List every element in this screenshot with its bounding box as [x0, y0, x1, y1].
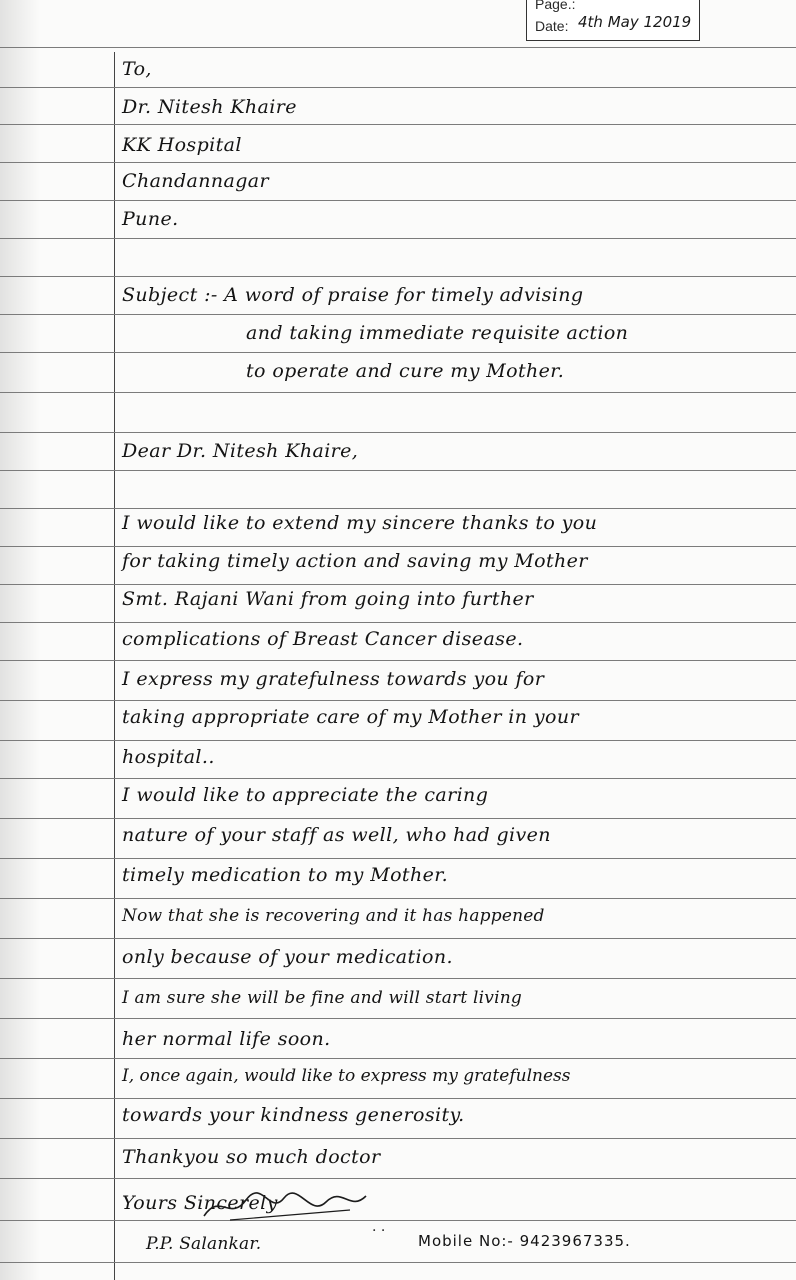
subject-line-2: and taking immediate requisite action	[246, 322, 629, 344]
margin-line	[114, 52, 115, 1280]
ruled-line	[0, 584, 796, 585]
signature-name: P.P. Salankar.	[146, 1234, 262, 1254]
body-line: taking appropriate care of my Mother in your	[122, 706, 579, 728]
ruled-line	[0, 740, 796, 741]
ruled-line	[0, 978, 796, 979]
mobile-number: Mobile No:- 9423967335.	[418, 1232, 631, 1250]
ruled-line	[0, 47, 796, 48]
ruled-line	[0, 622, 796, 623]
body-line: I am sure she will be fine and will start living	[122, 988, 522, 1008]
ruled-line	[0, 1262, 796, 1263]
body-line: her normal life soon.	[122, 1028, 331, 1050]
body-line: Thankyou so much doctor	[122, 1146, 381, 1168]
ruled-line	[0, 1098, 796, 1099]
date-value: 4th May 12019	[578, 13, 692, 31]
ruled-line	[0, 276, 796, 277]
ruled-line	[0, 1220, 796, 1221]
body-line: I, once again, would like to express my gratefulness	[122, 1066, 571, 1086]
body-line: Now that she is recovering and it has happened	[122, 906, 545, 926]
ruled-line	[0, 660, 796, 661]
ruled-line	[0, 938, 796, 939]
ruled-line	[0, 700, 796, 701]
ruled-line	[0, 1138, 796, 1139]
ruled-line	[0, 508, 796, 509]
body-line: I would like to extend my sincere thanks to you	[122, 512, 598, 534]
ruled-line	[0, 1018, 796, 1019]
body-line: only because of your medication.	[122, 946, 453, 968]
city: Pune.	[122, 208, 179, 230]
body-line: complications of Breast Cancer disease.	[122, 628, 524, 650]
ruled-line	[0, 238, 796, 239]
locality: Chandannagar	[122, 170, 270, 192]
ruled-line	[0, 898, 796, 899]
dots: · ·	[372, 1223, 386, 1239]
ruled-line	[0, 546, 796, 547]
ruled-line	[0, 778, 796, 779]
ruled-line	[0, 200, 796, 201]
ruled-line	[0, 858, 796, 859]
body-line: for taking timely action and saving my Mother	[122, 550, 588, 572]
signature-scribble	[200, 1186, 370, 1226]
ruled-line	[0, 1178, 796, 1179]
subject-line-3: to operate and cure my Mother.	[246, 360, 565, 382]
ruled-line	[0, 392, 796, 393]
body-line: Smt. Rajani Wani from going into further	[122, 588, 534, 610]
ruled-line	[0, 432, 796, 433]
body-line: towards your kindness generosity.	[122, 1104, 465, 1126]
body-line: hospital..	[122, 746, 215, 768]
ruled-line	[0, 818, 796, 819]
closing: Yours Sincerely	[122, 1192, 278, 1214]
ruled-line	[0, 470, 796, 471]
subject-line-1: Subject :- A word of praise for timely advising	[122, 284, 584, 306]
ruled-line	[0, 124, 796, 125]
body-line: nature of your staff as well, who had given	[122, 824, 551, 846]
body-line: I express my gratefulness towards you for	[122, 668, 545, 690]
hospital-name: KK Hospital	[122, 134, 242, 156]
ruled-line	[0, 87, 796, 88]
page-label: Page.:	[535, 0, 576, 12]
ruled-line	[0, 162, 796, 163]
body-line: I would like to appreciate the caring	[122, 784, 489, 806]
ruled-line	[0, 314, 796, 315]
salutation: Dear Dr. Nitesh Khaire,	[122, 440, 359, 462]
ruled-line	[0, 352, 796, 353]
recipient-name: Dr. Nitesh Khaire	[122, 96, 297, 118]
to-line: To,	[122, 58, 152, 80]
date-label: Date:	[535, 18, 569, 34]
body-line: timely medication to my Mother.	[122, 864, 449, 886]
ruled-line	[0, 1058, 796, 1059]
